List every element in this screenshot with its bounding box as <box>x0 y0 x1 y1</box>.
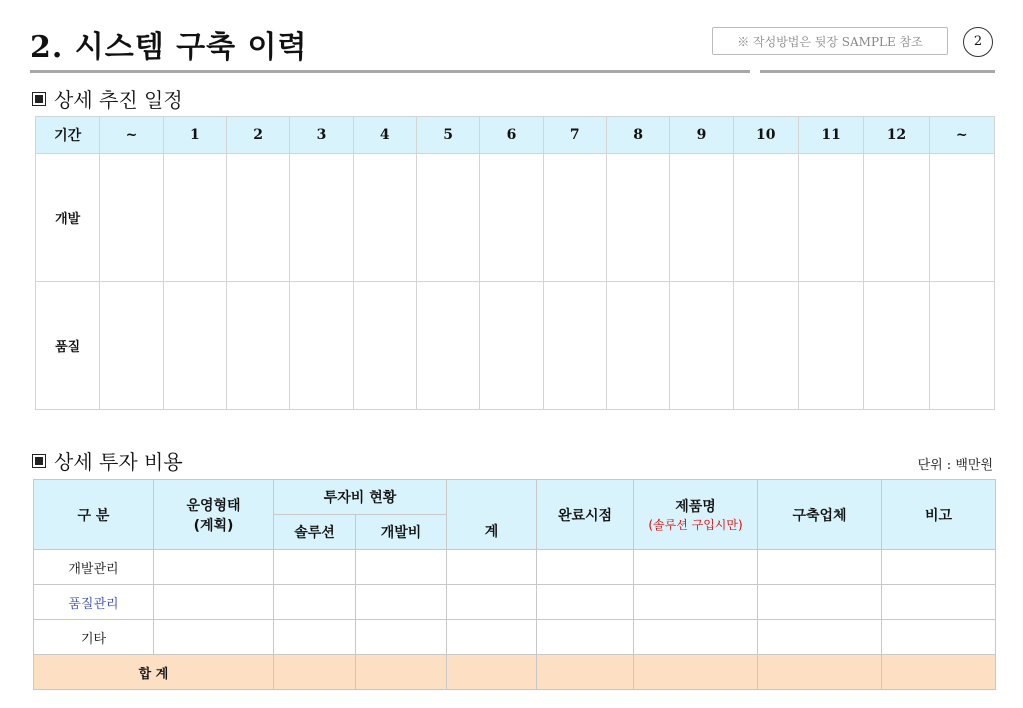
header-solution: 솔루션 <box>274 515 356 550</box>
header-product-note: (솔루션 구입시만) <box>648 518 743 532</box>
row-label: 개발관리 <box>34 550 154 585</box>
table-cell[interactable] <box>882 620 996 655</box>
schedule-cell[interactable] <box>226 154 289 282</box>
table-cell[interactable] <box>537 550 634 585</box>
schedule-cell[interactable] <box>670 154 733 282</box>
schedule-header-cell: 1 <box>163 117 226 154</box>
schedule-cell[interactable] <box>163 154 226 282</box>
schedule-cell[interactable] <box>100 154 163 282</box>
table-cell[interactable] <box>758 550 882 585</box>
header-product-name-label: 제품명 <box>675 499 716 515</box>
schedule-header-cell: 4 <box>353 117 416 154</box>
header-operation-line1: 운영형태 <box>186 497 241 514</box>
table-cell[interactable] <box>537 620 634 655</box>
total-cell[interactable] <box>447 655 537 690</box>
table-cell[interactable] <box>634 585 758 620</box>
table-cell[interactable] <box>537 585 634 620</box>
schedule-cell[interactable] <box>353 282 416 410</box>
investment-row-other <box>34 620 996 655</box>
total-cell[interactable] <box>274 655 356 690</box>
investment-row-total <box>34 655 996 690</box>
schedule-cell[interactable] <box>100 282 163 410</box>
header-completion: 완료시점 <box>537 480 634 550</box>
page-title: 2. 시스템 구축 이력 <box>30 30 308 65</box>
header-sum <box>447 480 537 550</box>
table-cell[interactable] <box>154 550 274 585</box>
investment-row-dev-mgmt <box>34 550 996 585</box>
schedule-header-cell: 2 <box>226 117 289 154</box>
schedule-cell[interactable] <box>929 282 994 410</box>
schedule-header-row <box>36 117 995 154</box>
table-cell[interactable] <box>356 585 447 620</box>
table-cell[interactable] <box>447 585 537 620</box>
total-cell[interactable] <box>758 655 882 690</box>
schedule-header-cell: 7 <box>543 117 606 154</box>
header-development-cost: 개발비 <box>356 515 447 550</box>
table-cell[interactable] <box>447 550 537 585</box>
schedule-header-cell: 12 <box>864 117 929 154</box>
investment-table <box>33 479 996 690</box>
schedule-cell[interactable] <box>606 154 669 282</box>
total-cell[interactable] <box>634 655 758 690</box>
schedule-header-cell: 3 <box>290 117 353 154</box>
header-product-name <box>634 480 758 550</box>
schedule-header-cell: 8 <box>606 117 669 154</box>
schedule-cell[interactable] <box>670 282 733 410</box>
investment-section-heading <box>32 446 183 475</box>
header-operation-line2: (계획) <box>193 517 234 534</box>
schedule-cell[interactable] <box>416 282 479 410</box>
total-cell[interactable] <box>537 655 634 690</box>
table-cell[interactable] <box>154 620 274 655</box>
header-sum-label: 계 <box>484 524 499 540</box>
table-cell[interactable] <box>274 620 356 655</box>
title-divider-right <box>760 70 995 73</box>
schedule-cell[interactable] <box>733 154 798 282</box>
schedule-header-cell: 5 <box>416 117 479 154</box>
square-bullet-icon <box>32 454 46 468</box>
page-number: 2 <box>963 27 993 57</box>
table-cell[interactable] <box>356 550 447 585</box>
schedule-header-cell: 기간 <box>36 117 100 154</box>
table-cell[interactable] <box>882 585 996 620</box>
schedule-cell[interactable] <box>163 282 226 410</box>
table-cell[interactable] <box>634 620 758 655</box>
schedule-cell[interactable] <box>733 282 798 410</box>
table-cell[interactable] <box>634 550 758 585</box>
schedule-cell[interactable] <box>480 282 543 410</box>
schedule-cell[interactable] <box>798 282 863 410</box>
schedule-cell[interactable] <box>416 154 479 282</box>
investment-header-row <box>34 480 996 515</box>
square-bullet-icon <box>32 92 46 106</box>
row-label: 기타 <box>34 620 154 655</box>
table-cell[interactable] <box>758 585 882 620</box>
guide-note: ※ 작성방법은 뒷장 SAMPLE 참조 <box>712 27 948 55</box>
schedule-header-cell: 10 <box>733 117 798 154</box>
schedule-row-development <box>36 154 995 282</box>
schedule-cell[interactable] <box>606 282 669 410</box>
row-label: 품질관리 <box>34 585 154 620</box>
schedule-section-title: 상세 추진 일정 <box>54 88 183 112</box>
header-category: 구 분 <box>34 480 154 550</box>
schedule-row-label: 품질 <box>36 282 100 410</box>
schedule-cell[interactable] <box>929 154 994 282</box>
schedule-cell[interactable] <box>226 282 289 410</box>
schedule-cell[interactable] <box>290 282 353 410</box>
schedule-header-cell: 6 <box>480 117 543 154</box>
schedule-cell[interactable] <box>290 154 353 282</box>
table-cell[interactable] <box>154 585 274 620</box>
unit-label: 단위 : 백만원 <box>917 458 993 473</box>
schedule-cell[interactable] <box>864 282 929 410</box>
header-vendor: 구축업체 <box>758 480 882 550</box>
total-cell[interactable] <box>356 655 447 690</box>
schedule-cell[interactable] <box>543 154 606 282</box>
total-label: 합 계 <box>34 655 274 690</box>
schedule-table <box>35 116 995 410</box>
table-cell[interactable] <box>882 550 996 585</box>
investment-row-quality-mgmt <box>34 585 996 620</box>
table-cell[interactable] <box>274 550 356 585</box>
schedule-header-cell: ~ <box>929 117 994 154</box>
schedule-header-cell: ~ <box>100 117 163 154</box>
header-remarks: 비고 <box>882 480 996 550</box>
table-cell[interactable] <box>758 620 882 655</box>
schedule-header-cell: 9 <box>670 117 733 154</box>
schedule-row-label: 개발 <box>36 154 100 282</box>
table-cell[interactable] <box>447 620 537 655</box>
header-operation <box>154 480 274 550</box>
schedule-cell[interactable] <box>798 154 863 282</box>
investment-section-title: 상세 투자 비용 <box>54 450 183 474</box>
schedule-cell[interactable] <box>353 154 416 282</box>
table-cell[interactable] <box>356 620 447 655</box>
schedule-cell[interactable] <box>864 154 929 282</box>
schedule-cell[interactable] <box>543 282 606 410</box>
schedule-row-quality <box>36 282 995 410</box>
schedule-cell[interactable] <box>480 154 543 282</box>
total-cell[interactable] <box>882 655 996 690</box>
header-investment-status: 투자비 현황 <box>274 480 447 515</box>
schedule-header-cell: 11 <box>798 117 863 154</box>
table-cell[interactable] <box>274 585 356 620</box>
schedule-section-heading <box>32 84 183 113</box>
title-divider-left <box>30 70 750 73</box>
